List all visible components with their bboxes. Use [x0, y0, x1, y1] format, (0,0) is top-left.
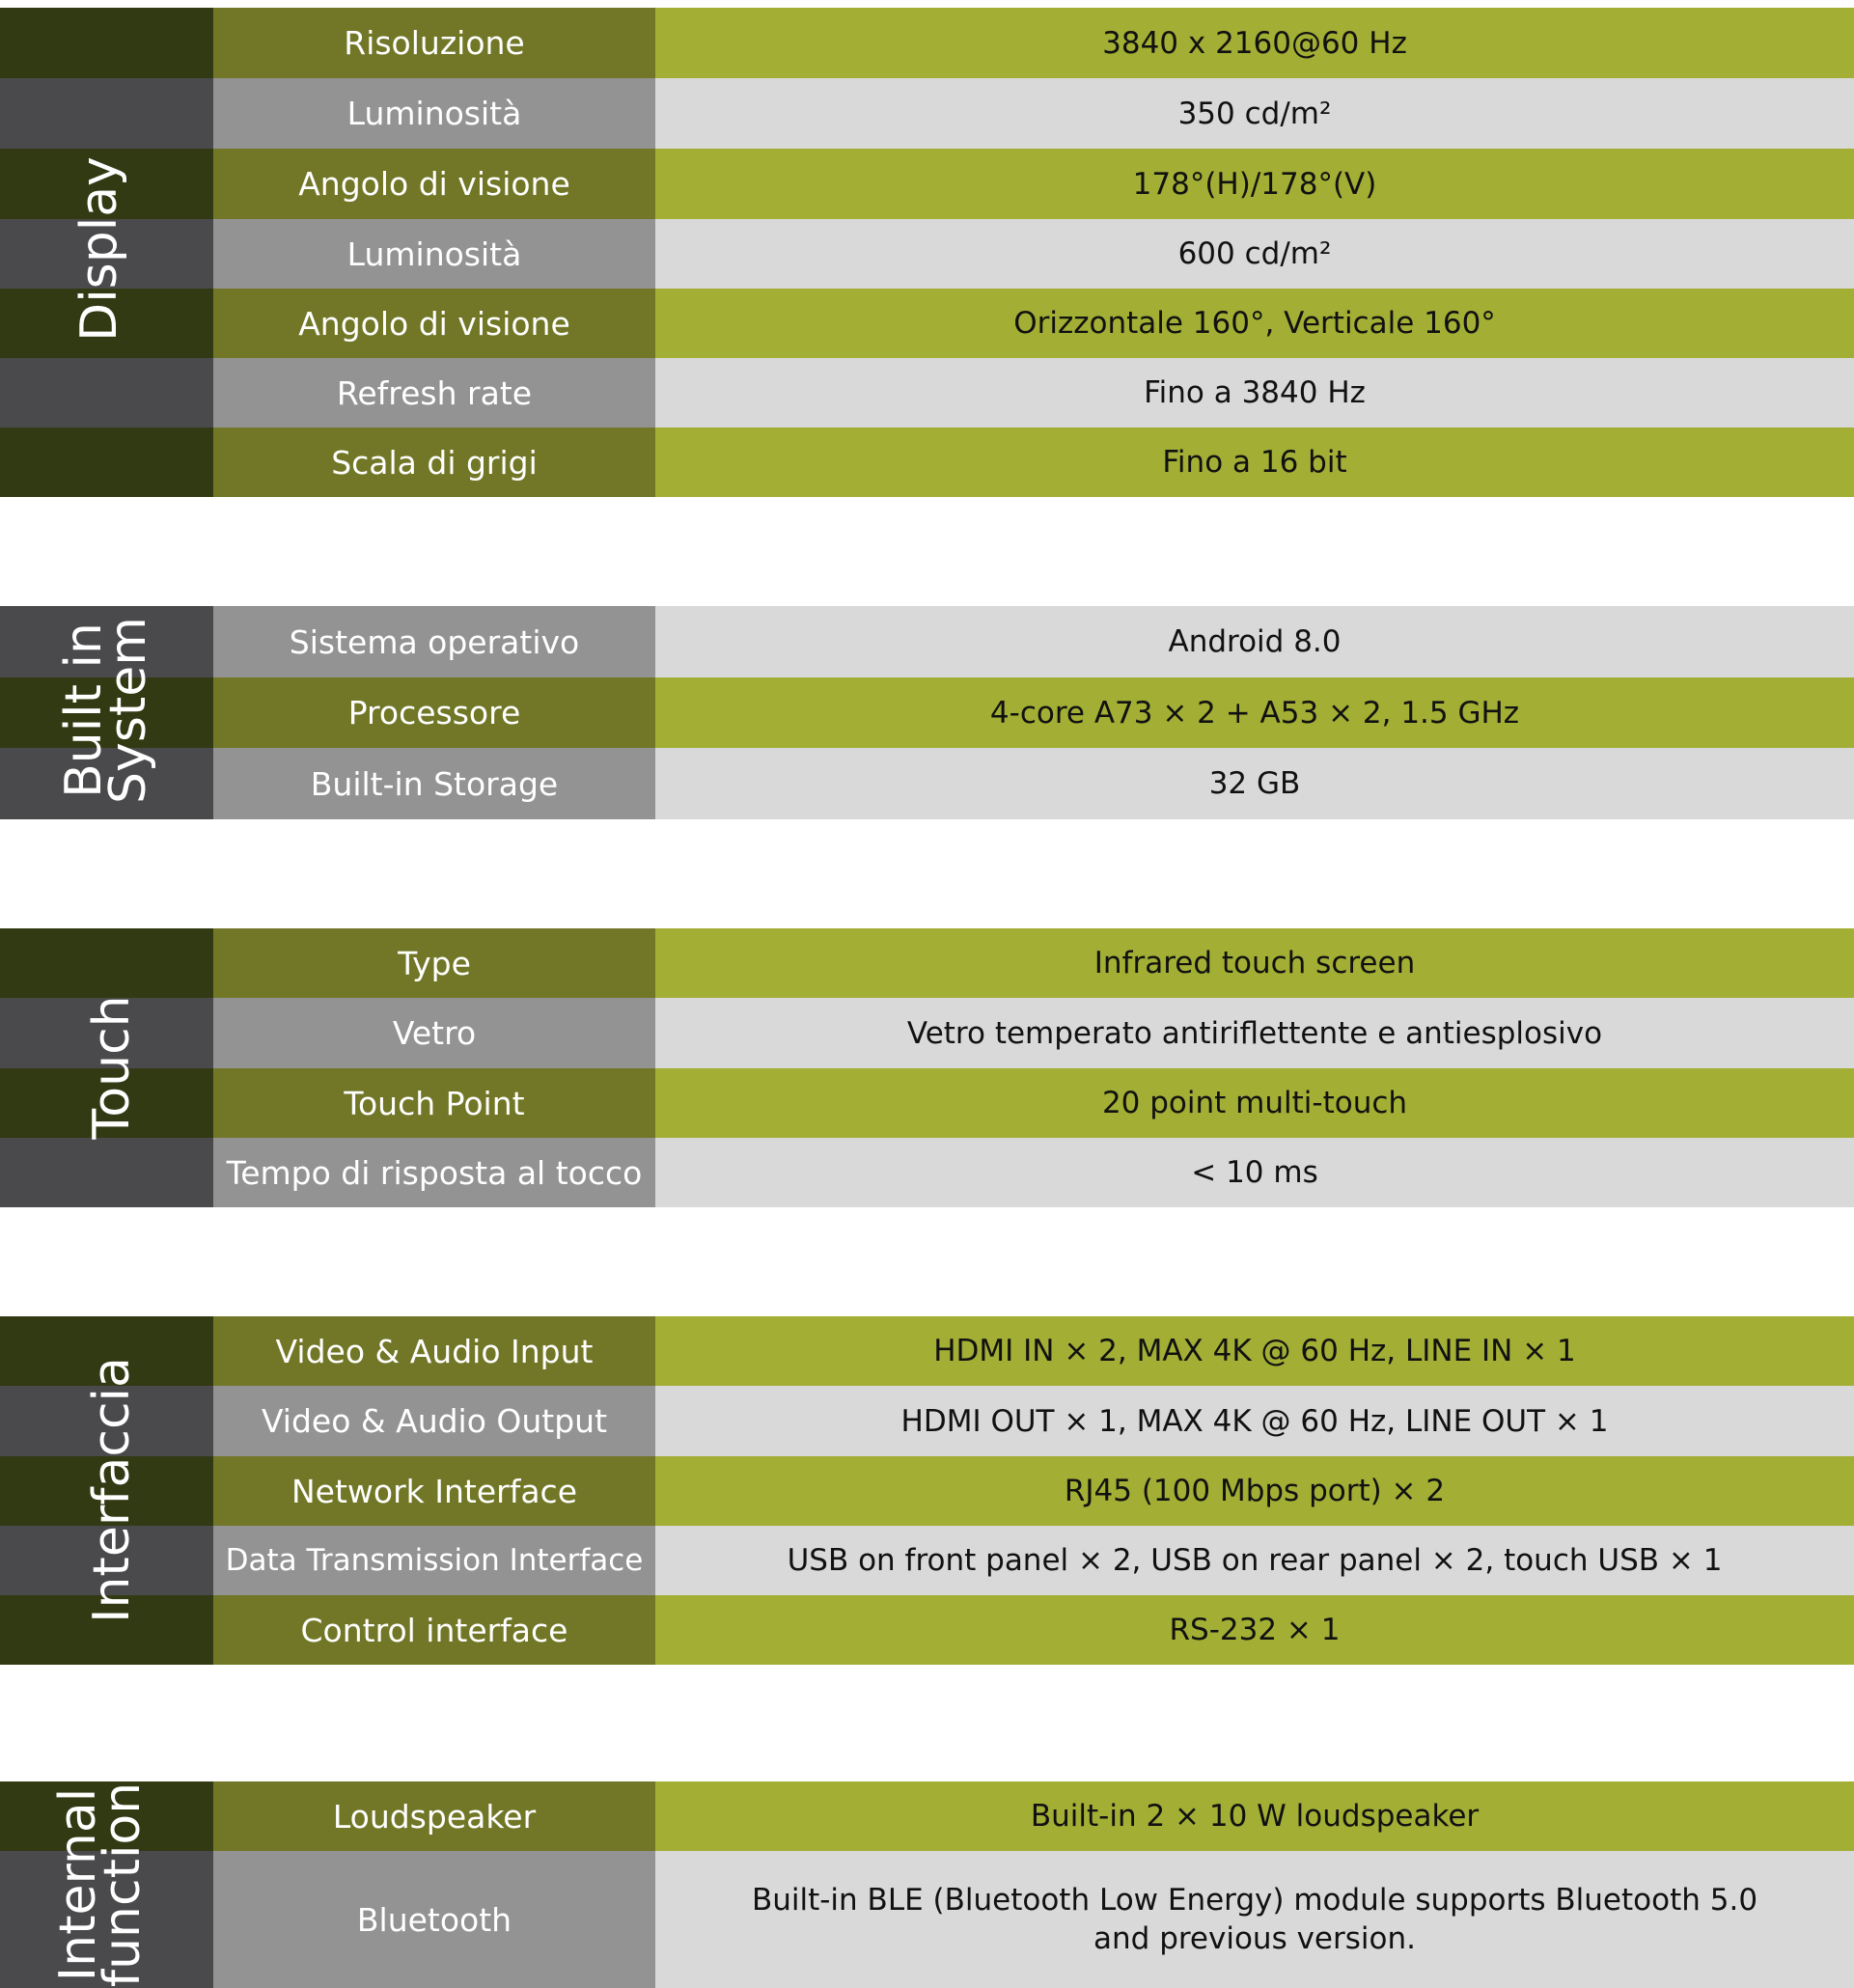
- spec-value: HDMI OUT × 1, MAX 4K @ 60 Hz, LINE OUT × 1: [655, 1386, 1854, 1456]
- spec-value: < 10 ms: [655, 1138, 1854, 1207]
- spec-label: Loudspeaker: [213, 1781, 655, 1851]
- section-display: [0, 8, 1854, 497]
- spec-label: Refresh rate: [213, 358, 655, 428]
- spec-label: Processore: [213, 677, 655, 748]
- spec-row: [213, 1316, 1854, 1386]
- spec-row: [213, 428, 1854, 497]
- spec-row: [213, 8, 1854, 78]
- spec-row: [213, 928, 1854, 998]
- spec-row: [213, 219, 1854, 289]
- spec-label: Luminosità: [213, 78, 655, 149]
- spec-value: 350 cd/m²: [655, 78, 1854, 149]
- spec-value: 20 point multi-touch: [655, 1068, 1854, 1138]
- spec-label: Scala di grigi: [213, 428, 655, 497]
- spec-value: Vetro temperato antiriflettente e antiesplosivo: [655, 998, 1854, 1068]
- spec-row: [213, 78, 1854, 149]
- spec-row: [213, 289, 1854, 358]
- spec-label: Video & Audio Input: [213, 1316, 655, 1386]
- spec-label: Vetro: [213, 998, 655, 1068]
- spec-label: Control interface: [213, 1595, 655, 1665]
- spec-value: Built-in BLE (Bluetooth Low Energy) module supports Bluetooth 5.0 and previous version.: [655, 1851, 1854, 1988]
- spec-label: Type: [213, 928, 655, 998]
- spec-label: Data Transmission Interface: [213, 1526, 655, 1595]
- spec-label: Bluetooth: [213, 1851, 655, 1988]
- spec-value: HDMI IN × 2, MAX 4K @ 60 Hz, LINE IN × 1: [655, 1316, 1854, 1386]
- spec-value: RS-232 × 1: [655, 1595, 1854, 1665]
- spec-row: [213, 1851, 1854, 1988]
- spec-label: Network Interface: [213, 1456, 655, 1526]
- section-label: [0, 8, 213, 497]
- spec-row: [213, 677, 1854, 748]
- spec-row: [213, 1526, 1854, 1595]
- spec-value: 3840 x 2160@60 Hz: [655, 8, 1854, 78]
- section-label: [0, 928, 213, 1207]
- section-touch: [0, 928, 1854, 1207]
- spec-label: Touch Point: [213, 1068, 655, 1138]
- spec-value: 178°(H)/178°(V): [655, 149, 1854, 219]
- spec-row: [213, 1595, 1854, 1665]
- spec-value: Fino a 16 bit: [655, 428, 1854, 497]
- spec-row: [213, 998, 1854, 1068]
- spec-label: Sistema operativo: [213, 606, 655, 677]
- section-title: Internal function: [49, 1781, 152, 1988]
- spec-value: USB on front panel × 2, USB on rear panel × 2, touch USB × 1: [655, 1526, 1854, 1595]
- spec-label: Tempo di risposta al tocco: [213, 1138, 655, 1207]
- spec-label: Angolo di visione: [213, 289, 655, 358]
- spec-label: Video & Audio Output: [213, 1386, 655, 1456]
- spec-value: Android 8.0: [655, 606, 1854, 677]
- spec-row: [213, 1068, 1854, 1138]
- spec-value: 600 cd/m²: [655, 219, 1854, 289]
- spec-row: [213, 1386, 1854, 1456]
- section-interfaccia: [0, 1316, 1854, 1665]
- spec-value: Built-in 2 × 10 W loudspeaker: [655, 1781, 1854, 1851]
- spec-value: 4-core A73 × 2 + A53 × 2, 1.5 GHz: [655, 677, 1854, 748]
- section-label: [0, 1781, 213, 1988]
- section-built-in-system: [0, 606, 1854, 819]
- spec-row: [213, 748, 1854, 819]
- spec-label: Built-in Storage: [213, 748, 655, 819]
- spec-row: [213, 358, 1854, 428]
- spec-row: [213, 606, 1854, 677]
- spec-row: [213, 149, 1854, 219]
- spec-row: [213, 1138, 1854, 1207]
- section-label: [0, 1316, 213, 1665]
- spec-label: Risoluzione: [213, 8, 655, 78]
- section-title: Display: [70, 156, 128, 342]
- section-title: Touch: [83, 995, 141, 1140]
- spec-label: Angolo di visione: [213, 149, 655, 219]
- section-title: Interfaccia: [83, 1357, 141, 1623]
- spec-value: 32 GB: [655, 748, 1854, 819]
- spec-value: RJ45 (100 Mbps port) × 2: [655, 1456, 1854, 1526]
- spec-value: Infrared touch screen: [655, 928, 1854, 998]
- section-internal-function: [0, 1781, 1854, 1988]
- spec-row: [213, 1456, 1854, 1526]
- spec-value: Fino a 3840 Hz: [655, 358, 1854, 428]
- section-label: [0, 606, 213, 819]
- spec-row: [213, 1781, 1854, 1851]
- spec-label: Luminosità: [213, 219, 655, 289]
- spec-value: Orizzontale 160°, Verticale 160°: [655, 289, 1854, 358]
- section-title: Built in System: [55, 617, 157, 804]
